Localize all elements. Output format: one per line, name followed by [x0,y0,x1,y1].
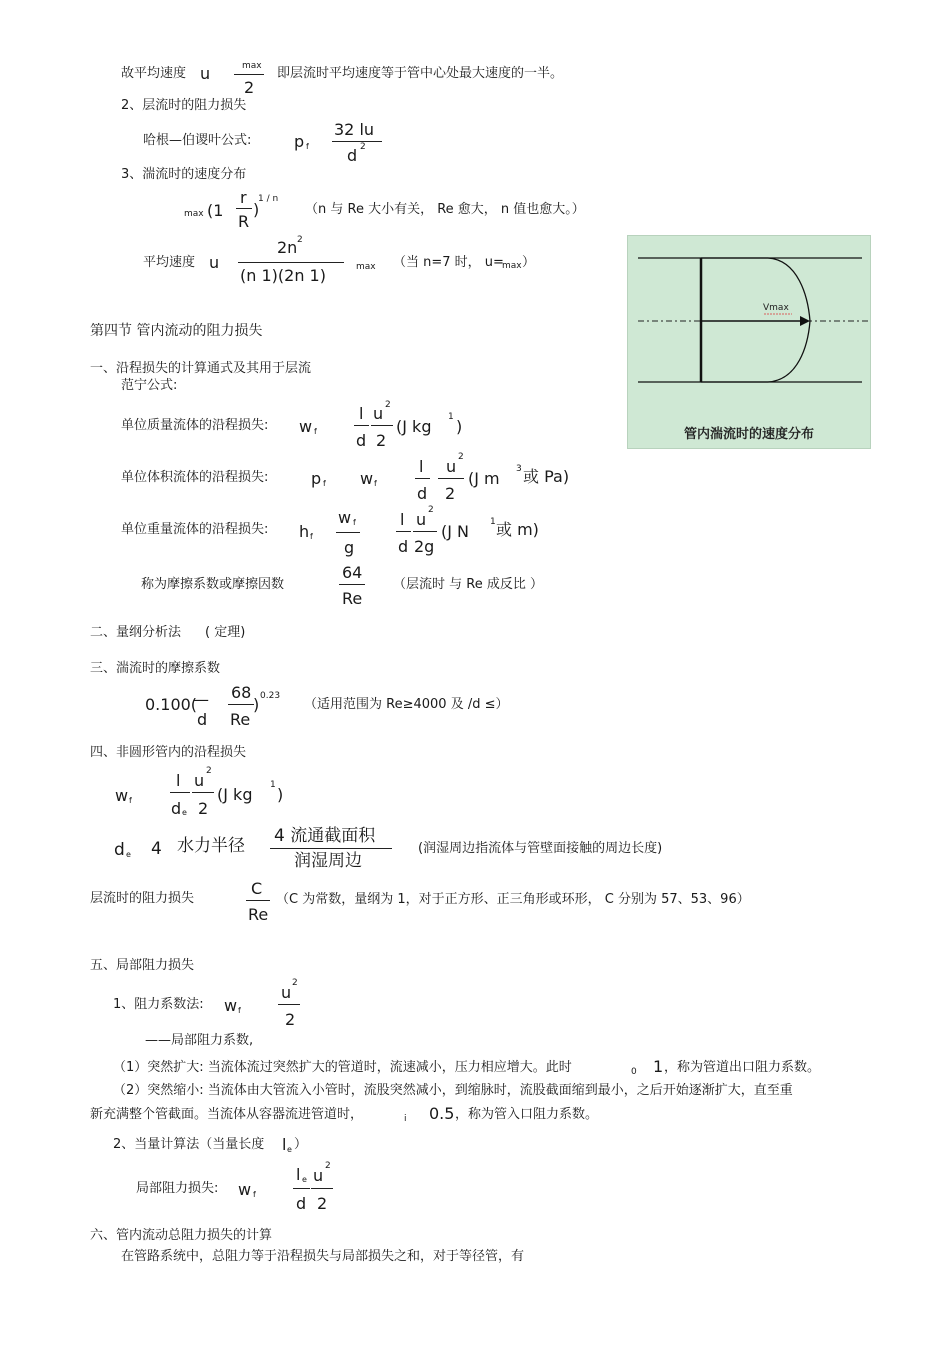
l-symbol: l [419,457,424,476]
fraction-bar [415,478,430,479]
applicability-note: （适用范围为 Re≥4000 及 /d ≤） [304,697,509,712]
denominator: Re [342,589,363,608]
vmax-label: Vmax [763,303,789,313]
dash: — [193,690,209,709]
friction-loss-title: 一、沿程损失的计算通式及其用于层流 [90,361,312,376]
square-exp: 2 [297,235,303,245]
denominator: 2 [244,78,255,97]
turbulent-velocity-title: 3、湍流时的速度分布 [121,167,247,182]
hydraulic-radius: 水力半径 [177,836,245,856]
fraction-bar [236,208,252,209]
w-symbol: w [238,1180,252,1199]
velocity-profile-diagram [628,236,870,448]
avg-velocity-label: 平均速度 [143,255,196,270]
sudden-contraction-cont: 新充满整个管截面。当流体从容器流进管道时， [90,1107,364,1122]
unit-alt: 或 Pa) [523,467,570,486]
laminar-loss-title: 2、层流时的阻力损失 [121,98,247,113]
fraction-bar [270,848,392,849]
close-paren: ) [253,200,260,219]
pi-theorem-note: ( 定理) [205,625,246,640]
f-sub: f [374,479,377,488]
w-symbol: w [224,996,238,1015]
R-symbol: R [238,212,250,231]
arrow-head [800,316,810,326]
unit: (J kg [217,785,253,804]
fraction-bar [336,532,360,533]
u-symbol: u [281,983,292,1002]
n7-note-close: ） [522,255,536,270]
max-sub: max [184,209,204,219]
fraction-bar [293,1188,310,1189]
u-max-sub: max [242,61,262,71]
f-sub: f [310,532,313,541]
denominator: d [347,146,358,165]
fraction-bar [396,531,411,532]
zeta-sub: 0 [631,1067,637,1077]
p-symbol: p [311,469,322,488]
turbulent-friction-title: 三、湍流时的摩擦系数 [90,661,221,676]
resistance-coef-method: 1、阻力系数法: [113,997,204,1012]
two: 2 [317,1194,328,1213]
exponent: 0.23 [260,691,281,701]
coefficient: 0.100( [145,695,198,714]
w-symbol: w [115,786,129,805]
four: 4 [151,839,162,859]
friction-factor-label: 称为摩擦系数或摩擦因数 [141,577,285,592]
unit: (J N [441,522,470,541]
noncircular-title: 四、非圆形管内的沿程损失 [90,745,247,760]
close-paren: ) [253,695,260,714]
g-symbol: g [344,538,355,557]
fraction-bar [246,900,270,901]
unit-exp: 1 [490,517,496,527]
sudden-contraction: （2）突然缩小: 当流体由大管流入小管时，流股突然减小，到缩脉时，流股截面缩到最小，之后开始逐渐扩大，直至重 [113,1083,793,1098]
local-loss-label: 局部阻力损失: [136,1181,219,1196]
square-exp: 2 [360,142,366,152]
close-paren: ） [294,1137,308,1152]
local-coef-def: ——局部阻力系数, [145,1033,254,1048]
n7-note: （当 n=7 时， u= [393,255,504,270]
f-sub: f [253,1190,256,1199]
h-symbol: h [299,522,310,541]
total-loss-text: 在管路系统中，总阻力等于沿程损失与局部损失之和，对于等径管，有 [121,1249,525,1264]
denominator: 润湿周边 [294,851,362,871]
fraction-bar [332,141,382,142]
f-sub: f [314,427,317,436]
e-sub: e [182,808,187,817]
d-symbol: d [114,840,125,860]
open-paren: (1 [207,201,224,220]
l-symbol: l [282,1135,287,1154]
fraction-bar [438,478,464,479]
f-sub: f [323,479,326,488]
velocity-profile-figure [627,235,871,449]
e-sub: e [287,1145,292,1154]
unit-exp: 3 [516,464,522,474]
zeta-value: 0.5 [429,1104,455,1123]
equivalent-length-method: 2、当量计算法（当量长度 [113,1137,265,1152]
d-symbol: d [417,484,428,503]
exit-coef-note: ，称为管道出口阻力系数。 [664,1060,821,1075]
constant-C-note: （C 为常数，量纲为 1，对于正方形、正三角形或环形， C 分别为 57、53、96） [276,892,750,907]
numerator: 32 lu [334,120,375,139]
n-note: （n 与 Re 大小有关， Re 愈大， n 值也愈大。） [305,202,585,217]
r-symbol: r [240,188,247,207]
fraction-bar [311,1188,333,1189]
max-sub: max [356,262,376,272]
weight-loss-label: 单位重量流体的沿程损失: [121,522,269,537]
u-symbol: u [194,771,205,790]
fraction-bar [339,584,365,585]
numerator: 4 流通截面积 [274,826,376,846]
square-exp: 2 [292,978,298,988]
unit-exp: 1 [270,780,276,790]
local-loss-title: 五、局部阻力损失 [90,958,195,973]
numerator: 68 [231,683,252,702]
f-sub: f [353,518,356,527]
sudden-expansion: （1）突然扩大: 当流体流过突然扩大的管道时，流速减小，压力相应增大。此时 [113,1060,572,1075]
fraction-bar [413,531,437,532]
u-symbol: u [209,253,220,272]
fraction-bar [228,704,254,705]
f-sub: f [129,796,132,805]
zeta-value: 1 [653,1057,664,1076]
total-loss-title: 六、管内流动总阻力损失的计算 [90,1228,273,1243]
unit-alt: 或 m) [496,520,539,539]
section-heading: 第四节 管内流动的阻力损失 [90,323,263,339]
avg-velocity-note: 即层流时平均速度等于管中心处最大速度的一半。 [277,66,564,81]
u-symbol: u [373,404,384,423]
u-symbol: u [416,510,427,529]
w-symbol: w [338,508,352,527]
u-symbol: u [313,1166,324,1185]
figure-caption: 管内湍流时的速度分布 [683,427,814,442]
unit-exp: 1 [448,412,454,422]
fraction-bar [371,425,393,426]
d-symbol: d [296,1194,307,1213]
two: 2 [198,799,209,818]
f-sub: f [238,1006,241,1015]
square-exp: 2 [325,1161,331,1171]
wetted-perimeter-note: (润湿周边指流体与管壁面接触的周边长度) [418,841,663,856]
Re-symbol: Re [248,905,269,924]
square-exp: 2 [458,452,464,462]
numerator: 64 [342,563,363,582]
d-symbol: d [398,537,409,556]
dimensional-analysis-title: 二、量纲分析法 [90,625,182,640]
u-symbol: u [200,64,211,83]
d-symbol: d [197,710,208,729]
exponent: 1 / n [258,194,279,204]
fraction-bar [238,262,344,263]
unit: (J kg [396,417,432,436]
denominator: Re [230,710,251,729]
two: 2 [445,484,456,503]
close-paren: ) [456,417,463,436]
e-sub: e [126,850,131,859]
fraction-bar [170,792,190,793]
fanning-label: 范宁公式: [121,378,178,393]
hagen-poiseuille-label: 哈根—伯谡叶公式: [143,133,252,148]
square-exp: 2 [428,505,434,515]
square-exp: 2 [385,400,391,410]
two: 2 [285,1010,296,1029]
d-symbol: d [171,799,182,818]
denominator: (n 1)(2n 1) [240,266,326,285]
unit: (J m [468,469,500,488]
avg-velocity-label: 故平均速度 [121,66,187,81]
u-symbol: u [446,457,457,476]
d-symbol: d [356,431,367,450]
l-symbol: l [359,404,364,423]
mass-loss-label: 单位质量流体的沿程损失: [121,418,269,433]
velocity-profile-curve [701,258,810,382]
C-symbol: C [251,879,263,898]
w-symbol: w [299,417,313,436]
two: 2 [376,431,387,450]
fraction-bar [234,74,264,75]
e-sub: e [302,1175,307,1184]
entrance-coef-note: ，称为管入口阻力系数。 [455,1107,599,1122]
zeta-sub: i [404,1114,407,1124]
l-symbol: l [176,771,181,790]
max-sub: max [502,261,522,271]
volume-loss-label: 单位体积流体的沿程损失: [121,470,269,485]
numerator: 2n [277,238,298,257]
l-symbol: l [400,510,405,529]
p-symbol: p [294,132,305,151]
two-g: 2g [414,537,435,556]
w-symbol: w [360,469,374,488]
l-symbol: l [296,1165,301,1184]
fraction-bar [278,1004,300,1005]
fraction-bar [192,792,214,793]
close-paren: ) [277,785,284,804]
laminar-note: （层流时 与 Re 成反比 ） [393,577,543,592]
f-sub: f [306,142,309,151]
fraction-bar [354,425,369,426]
square-exp: 2 [206,766,212,776]
laminar-loss-label: 层流时的阻力损失 [90,891,195,906]
